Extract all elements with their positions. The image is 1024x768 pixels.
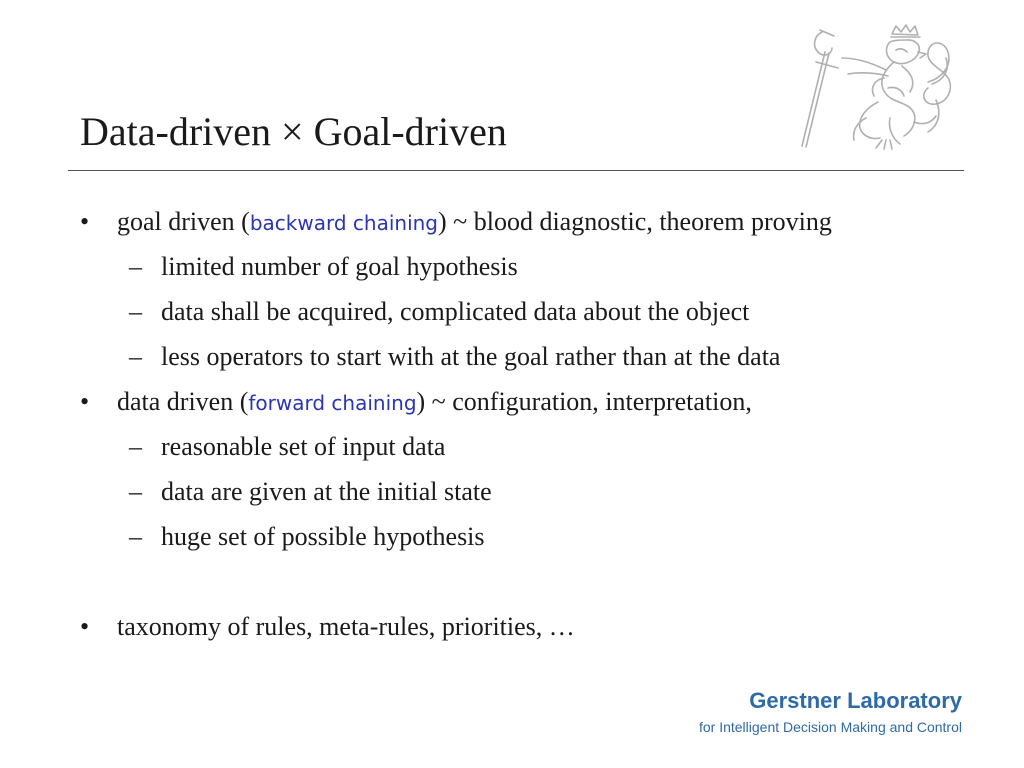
bullet-text-post: ) ~ blood diagnostic, theorem proving bbox=[438, 207, 832, 236]
slide-title: Data-driven × Goal-driven bbox=[80, 109, 507, 154]
term-forward-chaining: forward chaining bbox=[248, 391, 417, 415]
term-backward-chaining: backward chaining bbox=[249, 211, 438, 235]
footer-lab-name: Gerstner Laboratory bbox=[749, 688, 962, 713]
bullet-text-pre: data driven ( bbox=[117, 387, 249, 416]
bullet-taxonomy bbox=[80, 612, 575, 642]
subitem-text: data are given at the initial state bbox=[161, 477, 492, 506]
subitem-reasonable-input bbox=[129, 432, 446, 462]
subitem-text: data shall be acquired, complicated data about the object bbox=[161, 297, 750, 326]
bullet-data-driven bbox=[80, 387, 752, 418]
dash-marker: – bbox=[129, 522, 142, 551]
heraldic-lion-icon bbox=[792, 22, 962, 152]
subitem-limited-goals bbox=[129, 252, 518, 282]
dash-marker: – bbox=[129, 477, 142, 506]
title-divider bbox=[68, 170, 964, 171]
bullet-text-post: ) ~ configuration, interpretation, bbox=[416, 387, 752, 416]
subitem-text: huge set of possible hypothesis bbox=[161, 522, 485, 551]
bullet-marker: • bbox=[80, 207, 90, 236]
subitem-initial-state bbox=[129, 477, 492, 507]
bullet-text-pre: goal driven ( bbox=[117, 207, 250, 236]
dash-marker: – bbox=[129, 252, 142, 281]
subitem-text: less operators to start with at the goal rather than at the data bbox=[161, 342, 781, 371]
dash-marker: – bbox=[129, 342, 142, 371]
subitem-less-operators bbox=[129, 342, 781, 372]
dash-marker: – bbox=[129, 432, 142, 461]
dash-marker: – bbox=[129, 297, 142, 326]
bullet-text: taxonomy of rules, meta-rules, priorities, … bbox=[117, 612, 575, 641]
bullet-goal-driven bbox=[80, 207, 832, 238]
footer-lab-subtitle: for Intelligent Decision Making and Control bbox=[698, 719, 962, 735]
bullet-marker: • bbox=[80, 387, 90, 416]
bullet-marker: • bbox=[80, 612, 90, 641]
subitem-huge-hypothesis bbox=[129, 522, 485, 552]
subitem-text: reasonable set of input data bbox=[161, 432, 446, 461]
subitem-text: limited number of goal hypothesis bbox=[161, 252, 518, 281]
subitem-data-acquired bbox=[129, 297, 750, 327]
